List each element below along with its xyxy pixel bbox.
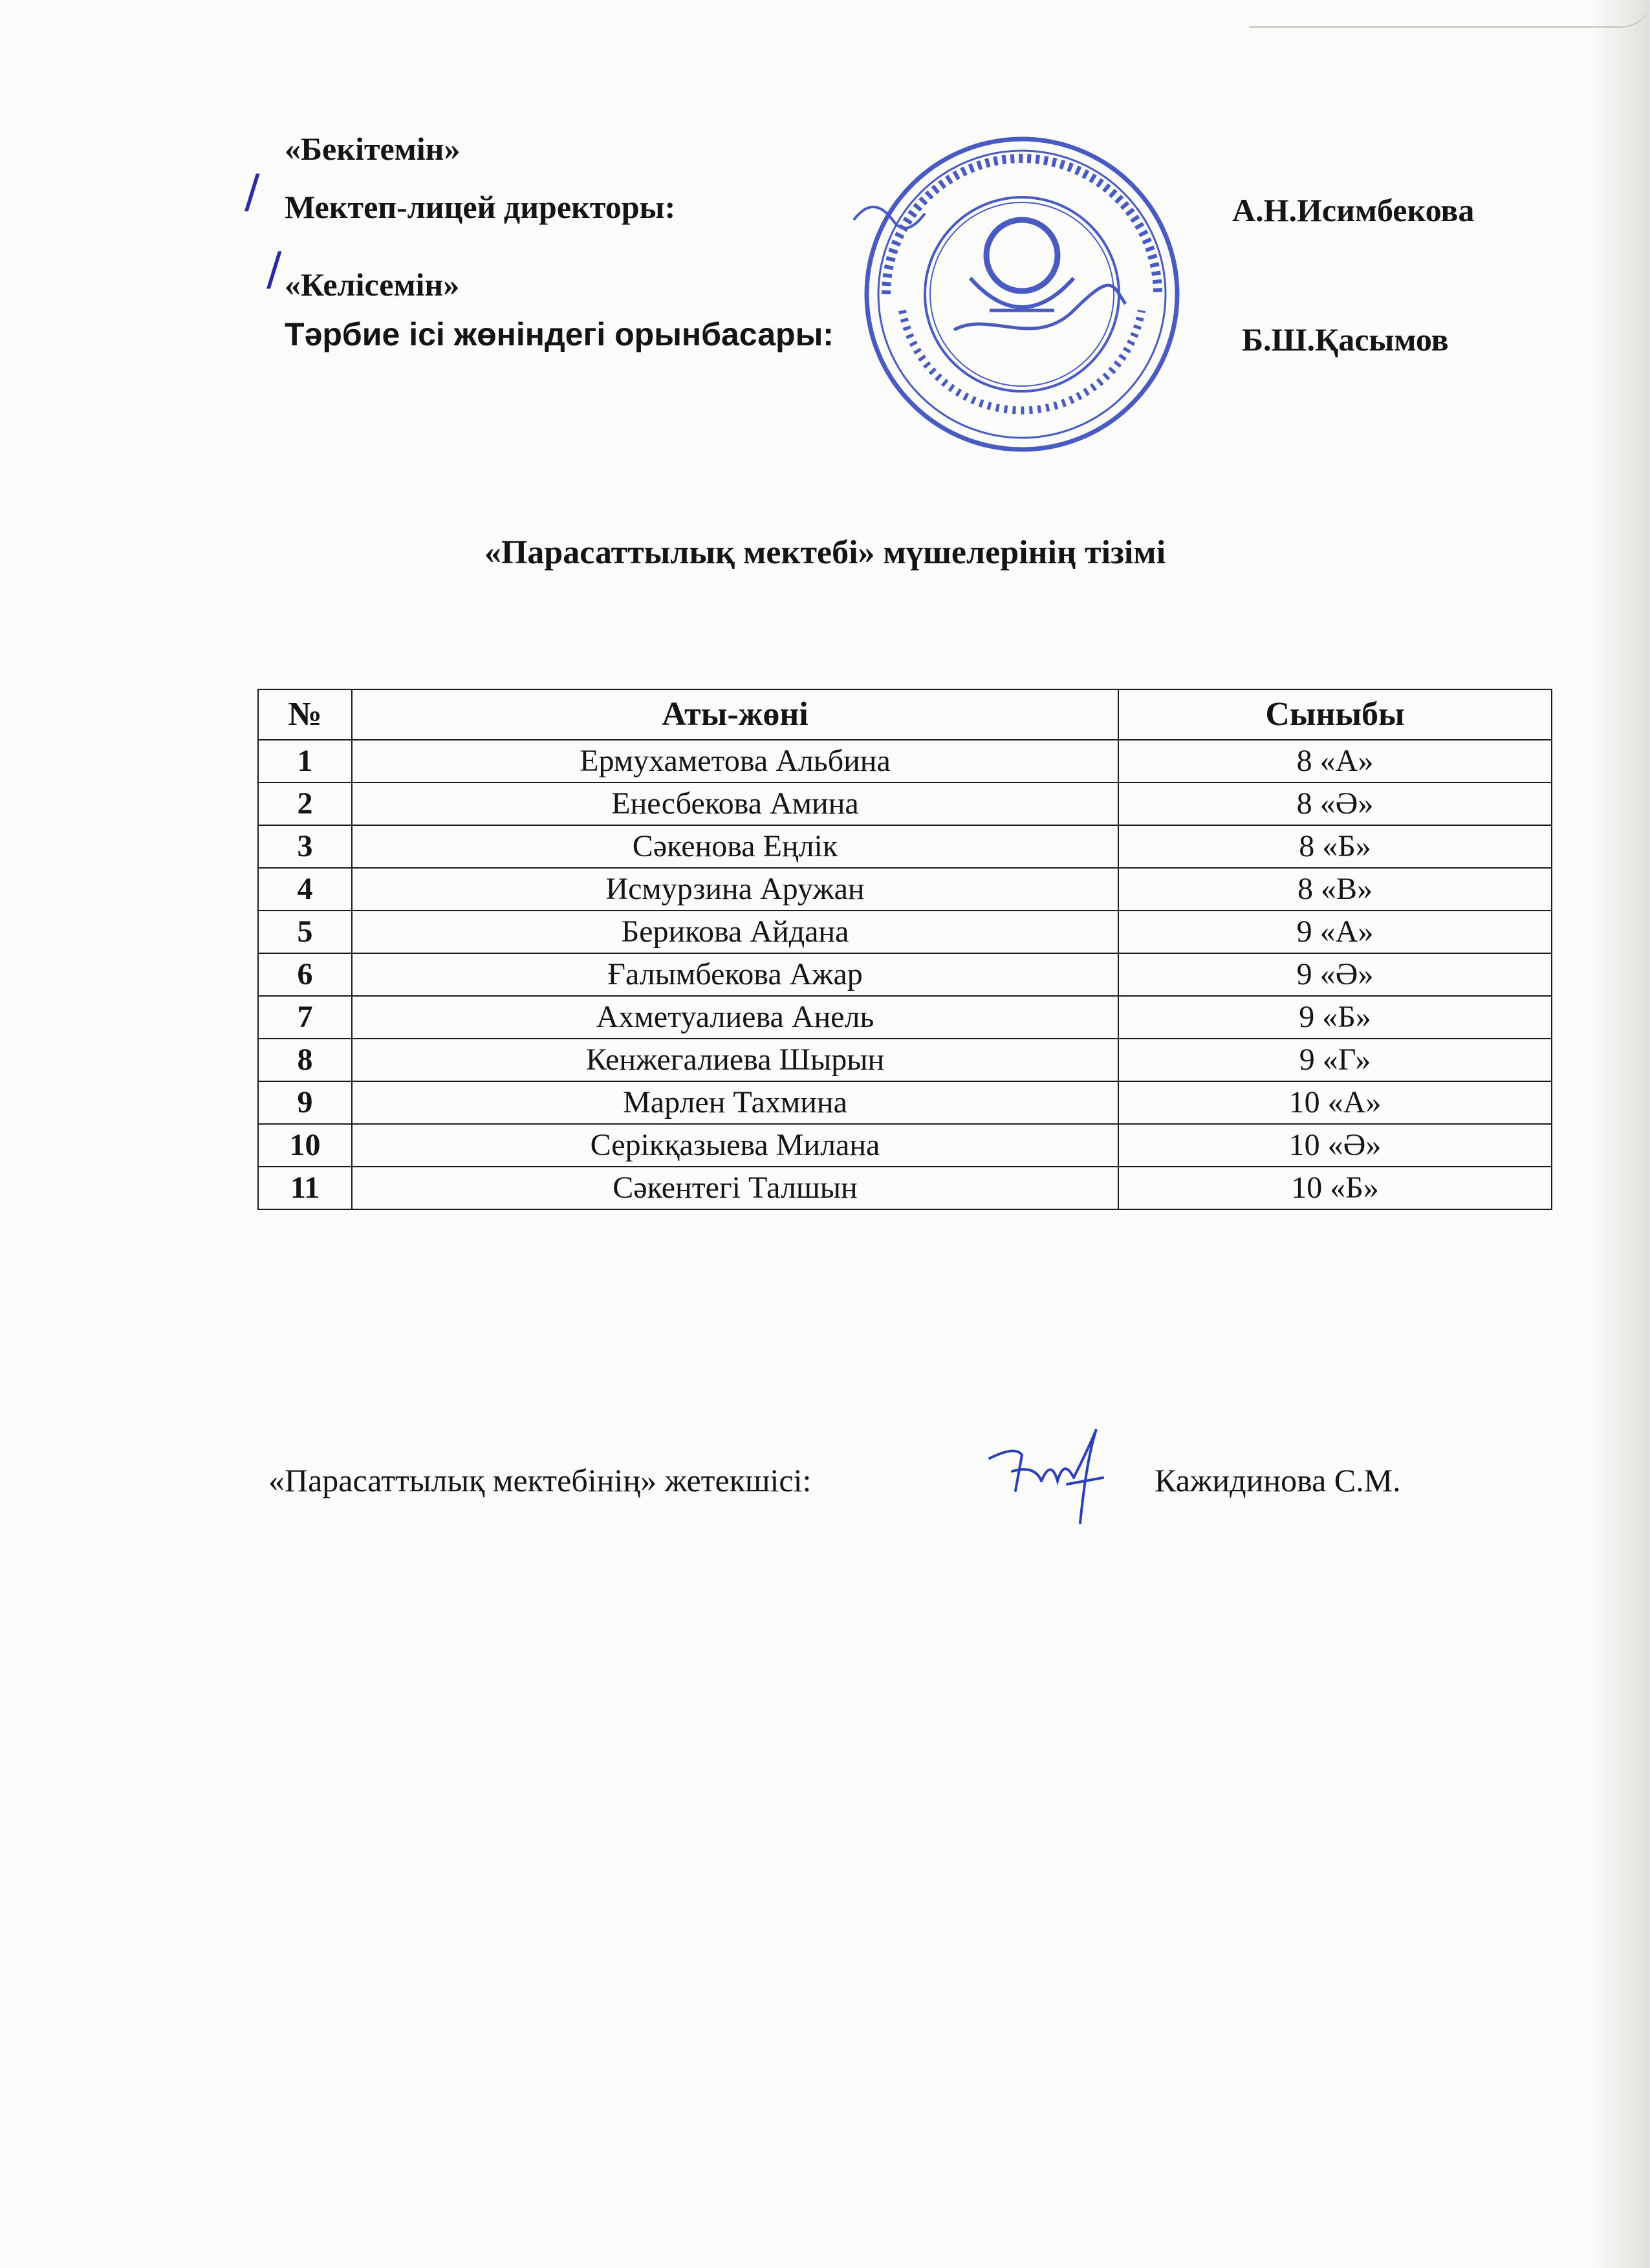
member-class: 10 «А» [1118, 1081, 1552, 1124]
row-number: 7 [258, 996, 352, 1039]
table-row [258, 1039, 1552, 1081]
member-name: Исмурзина Аружан [352, 868, 1118, 911]
member-class: 8 «Ә» [1118, 783, 1552, 825]
member-class: 9 «Ә» [1118, 953, 1552, 996]
official-stamp-seal [841, 116, 1197, 453]
table-row [258, 740, 1552, 783]
table-row [258, 911, 1552, 953]
table-row [258, 1167, 1552, 1209]
member-class: 10 «Б» [1118, 1167, 1552, 1209]
table-row [258, 783, 1552, 825]
handwritten-tick-mark: / [266, 243, 282, 296]
column-header-number: № [258, 689, 352, 740]
member-class: 8 «А» [1118, 740, 1552, 783]
member-name: Ғалымбекова Ажар [352, 953, 1118, 996]
row-number: 5 [258, 911, 352, 953]
member-name: Ермухаметова Альбина [352, 740, 1118, 783]
member-name: Ахметуалиева Анель [352, 996, 1118, 1039]
member-class: 8 «В» [1118, 868, 1552, 911]
row-number: 9 [258, 1081, 352, 1124]
row-number: 3 [258, 825, 352, 868]
director-name: А.Н.Исимбекова [1232, 192, 1475, 228]
member-name: Сәкенова Еңлік [352, 825, 1118, 868]
leader-name: Кажидинова С.М. [1155, 1462, 1401, 1498]
handwritten-tick-mark: / [244, 165, 260, 218]
member-class: 9 «А» [1118, 911, 1552, 953]
column-header-class: Сыныбы [1118, 689, 1552, 740]
member-name: Сәкентегі Талшын [352, 1167, 1118, 1209]
document-title: «Парасаттылық мектебі» мүшелерінің тізімі [484, 534, 1166, 571]
table-row [258, 1124, 1552, 1167]
row-number: 10 [258, 1124, 352, 1167]
row-number: 11 [258, 1167, 352, 1209]
member-name: Енесбекова Амина [352, 783, 1118, 825]
member-name: Марлен Тахмина [352, 1081, 1118, 1124]
table-header-row [258, 689, 1552, 740]
member-class: 9 «Б» [1118, 996, 1552, 1039]
leader-label: «Парасаттылық мектебінің» жетекшісі: [268, 1462, 812, 1498]
agree-label: «Келісемін» [285, 266, 460, 303]
table-row [258, 996, 1552, 1039]
scan-edge-shadow [1592, 0, 1650, 2268]
member-name: Берикова Айдана [352, 911, 1118, 953]
member-class: 9 «Г» [1118, 1039, 1552, 1081]
table-row [258, 953, 1552, 996]
member-name: Серікқазыева Милана [352, 1124, 1118, 1167]
deputy-role: Тәрбие ісі жөніндегі орынбасары: [285, 316, 834, 352]
approve-label: «Бекітемін» [285, 131, 461, 167]
row-number: 6 [258, 953, 352, 996]
member-name: Кенжегалиева Шырын [352, 1039, 1118, 1081]
row-number: 2 [258, 783, 352, 825]
members-table [257, 689, 1552, 1210]
column-header-name: Аты-жөні [352, 689, 1118, 740]
member-class: 8 «Б» [1118, 825, 1552, 868]
deputy-name: Б.Ш.Қасымов [1242, 321, 1449, 358]
page-curl [1249, 0, 1650, 28]
member-class: 10 «Ә» [1118, 1124, 1552, 1167]
row-number: 1 [258, 740, 352, 783]
table-row [258, 868, 1552, 911]
row-number: 4 [258, 868, 352, 911]
handwritten-signature [977, 1420, 1119, 1529]
row-number: 8 [258, 1039, 352, 1081]
table-row [258, 1081, 1552, 1124]
director-role: Мектеп-лицей директоры: [285, 189, 676, 225]
table-row [258, 825, 1552, 868]
